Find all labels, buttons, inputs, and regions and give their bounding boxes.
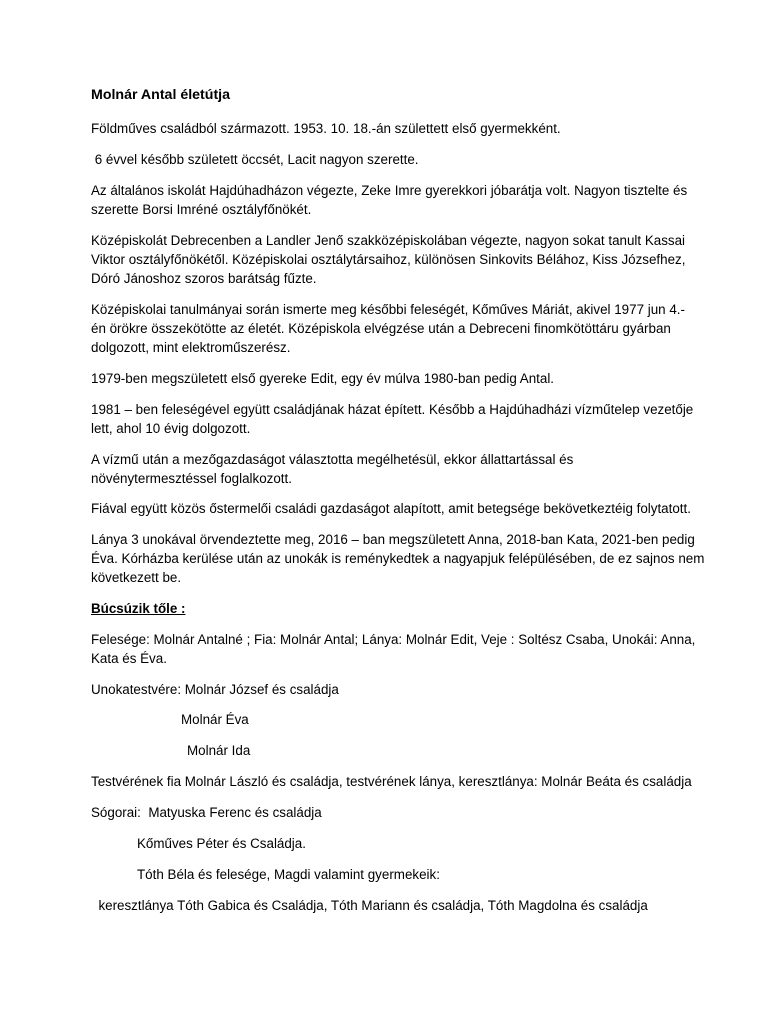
paragraph-marriage-line-2: én örökre összekötötte az életét. Középiskola elvégzése után a Debreceni finomkötöttáru gyárban	[91, 321, 671, 336]
farewell-brother-in-law-2: Kőműves Péter és Családja.	[137, 836, 306, 851]
paragraph-school-line-2: szerette Borsi Imréné osztályfőnökét.	[91, 202, 312, 217]
farewell-siblings-children: Testvérének fia Molnár László és családja, testvérének lánya, keresztlánya: Molnár Beáta és családja	[91, 774, 692, 789]
farewell-brothers-in-law: Sógorai: Matyuska Ferenc és családja	[91, 805, 322, 820]
paragraph-family-farm: Fiával együtt közös őstermelői családi gazdaságot alapított, amit betegsége bekövetkeztéig folytatott.	[91, 501, 691, 516]
paragraph-origin: Földműves családból származott. 1953. 10. 18.-án születtett első gyermekként.	[91, 121, 561, 136]
paragraph-highschool-line-3: Dóró Jánoshoz szoros barátság fűzte.	[91, 271, 317, 286]
paragraph-house-line-1: 1981 – ben feleségével együtt családjának házat épített. Később a Hajdúhadházi vízműtelep vezetője	[91, 402, 694, 417]
paragraph-marriage-line-3: dolgozott, mint elektroműszerész.	[91, 340, 291, 355]
farewell-family-line-2: Kata és Éva.	[91, 651, 167, 666]
paragraph-grandchildren-line-3: következett be.	[91, 570, 182, 585]
paragraph-highschool-line-1: Középiskolát Debrecenben a Landler Jenő szakközépiskolában végezte, nagyon sokat tanult Kassai	[91, 233, 686, 248]
paragraph-children: 1979-ben megszületett első gyereke Edit, egy év múlva 1980-ban pedig Antal.	[91, 371, 555, 386]
farewell-goddaughter: keresztlánya Tóth Gabica és Családja, Tóth Mariann és családja, Tóth Magdolna és családja	[91, 898, 648, 913]
paragraph-farming-line-1: A vízmű után a mezőgazdaságot választotta megélhetésül, ekkor állattartással és	[91, 452, 574, 467]
paragraph-marriage-line-1: Középiskolai tanulmányai során ismerte meg későbbi feleségét, Kőműves Máriát, akivel 1977 jun 4.-	[91, 302, 685, 317]
paragraph-brother: 6 évvel később született öccsét, Lacit nagyon szerette.	[91, 152, 419, 167]
farewell-heading: Búcsúzik tőle :	[91, 601, 186, 616]
farewell-cousin: Unokatestvére: Molnár József és családja	[91, 682, 339, 697]
paragraph-highschool-line-2: Viktor osztályfőnökétől. Középiskolai osztálytársaihoz, különösen Sinkovits Bélához, Kiss Józsefhez,	[91, 252, 686, 267]
paragraph-farming-line-2: növénytermesztéssel foglalkozott.	[91, 471, 292, 486]
paragraph-grandchildren-line-2: Éva. Kórházba kerülése után az unokák is reménykedtek a nagyapjuk felépülésében, de ez sajnos nem	[91, 551, 705, 566]
paragraph-house-line-2: lett, ahol 10 évig dolgozott.	[91, 421, 251, 436]
farewell-cousin-2: Molnár Éva	[181, 712, 249, 727]
farewell-cousin-3: Molnár Ida	[187, 743, 251, 758]
paragraph-grandchildren-line-1: Lánya 3 unokával örvendeztette meg, 2016 – ban megszületett Anna, 2018-ban Kata, 2021-ben pedig	[91, 532, 695, 547]
page-title: Molnár Antal életútja	[91, 87, 230, 103]
paragraph-school-line-1: Az általános iskolát Hajdúhadházon végezte, Zeke Imre gyerekkori jóbarátja volt. Nagyon tisztelte és	[91, 183, 688, 198]
farewell-family-line-1: Felesége: Molnár Antalné ; Fia: Molnár Antal; Lánya: Molnár Edit, Veje : Soltész Csaba, Unokái: Anna,	[91, 632, 696, 647]
farewell-brother-in-law-3: Tóth Béla és felesége, Magdi valamint gyermekeik:	[137, 867, 440, 882]
